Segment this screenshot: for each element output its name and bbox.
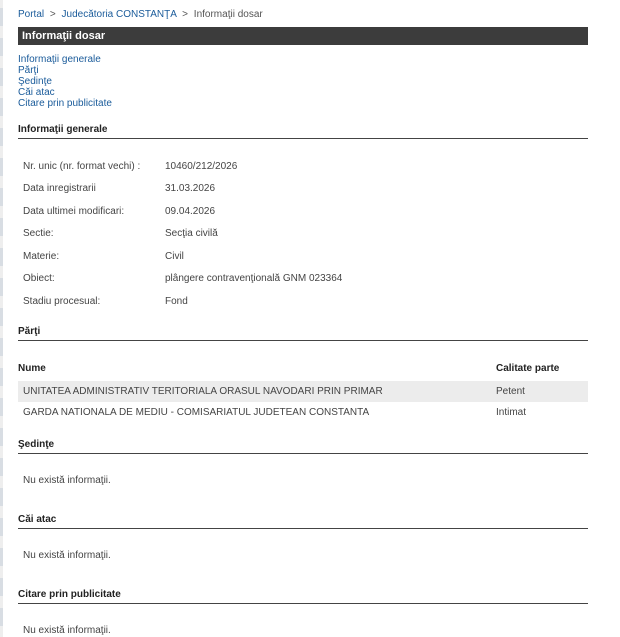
field-value: 10460/212/2026 [165, 161, 238, 172]
breadcrumb [18, 9, 263, 20]
section-heading-sessions: Şedinţe [18, 439, 588, 454]
field-value: plângere contravenţională GNM 023364 [165, 273, 343, 284]
page-title: Informaţii dosar [18, 27, 588, 45]
toc-link-appeals[interactable]: Căi atac [18, 87, 55, 98]
section-heading-publicity: Citare prin publicitate [18, 589, 588, 604]
section-heading-general: Informaţii generale [18, 124, 588, 139]
toc-link-publicity[interactable]: Citare prin publicitate [18, 98, 112, 109]
sessions-empty-message: Nu există informaţii. [23, 475, 111, 486]
section-heading-parties: Părţi [18, 326, 588, 341]
party-name: GARDA NATIONALA DE MEDIU - COMISARIATUL JUDETEAN CONSTANTA [23, 407, 370, 418]
toc-link-parties[interactable]: Părţi [18, 65, 39, 76]
breadcrumb-court-link[interactable]: Judecătoria CONSTANŢA [61, 9, 177, 20]
toc-link-sessions[interactable]: Şedinţe [18, 76, 52, 87]
column-header-name: Nume [18, 363, 46, 374]
left-edge-strip [0, 0, 3, 637]
field-label: Stadiu procesual: [23, 296, 101, 307]
publicity-empty-message: Nu există informaţii. [23, 625, 111, 636]
party-name: UNITATEA ADMINISTRATIV TERITORIALA ORASUL NAVODARI PRIN PRIMAR [23, 386, 383, 397]
field-label: Obiect: [23, 273, 55, 284]
breadcrumb-separator: > [182, 9, 189, 20]
field-label: Data ultimei modificari: [23, 206, 125, 217]
field-label: Nr. unic (nr. format vechi) : [23, 161, 141, 172]
party-role: Intimat [496, 407, 527, 418]
field-label: Sectie: [23, 228, 54, 239]
toc-link-general[interactable]: Informaţii generale [18, 54, 101, 65]
appeals-empty-message: Nu există informaţii. [23, 550, 111, 561]
table-row [18, 402, 588, 423]
breadcrumb-separator: > [49, 9, 56, 20]
field-value: 31.03.2026 [165, 183, 216, 194]
section-index [18, 54, 112, 109]
party-role: Petent [496, 386, 525, 397]
table-row [18, 381, 588, 402]
parties-table-header [18, 363, 588, 374]
breadcrumb-current: Informaţii dosar [193, 9, 263, 20]
field-value: 09.04.2026 [165, 206, 216, 217]
field-label: Data inregistrarii [23, 183, 96, 194]
field-value: Fond [165, 296, 188, 307]
section-heading-appeals: Căi atac [18, 514, 588, 529]
field-value: Civil [165, 251, 184, 262]
field-label: Materie: [23, 251, 60, 262]
column-header-role: Calitate parte [496, 363, 560, 374]
field-value: Secţia civilă [165, 228, 218, 239]
breadcrumb-portal-link[interactable]: Portal [18, 9, 45, 20]
